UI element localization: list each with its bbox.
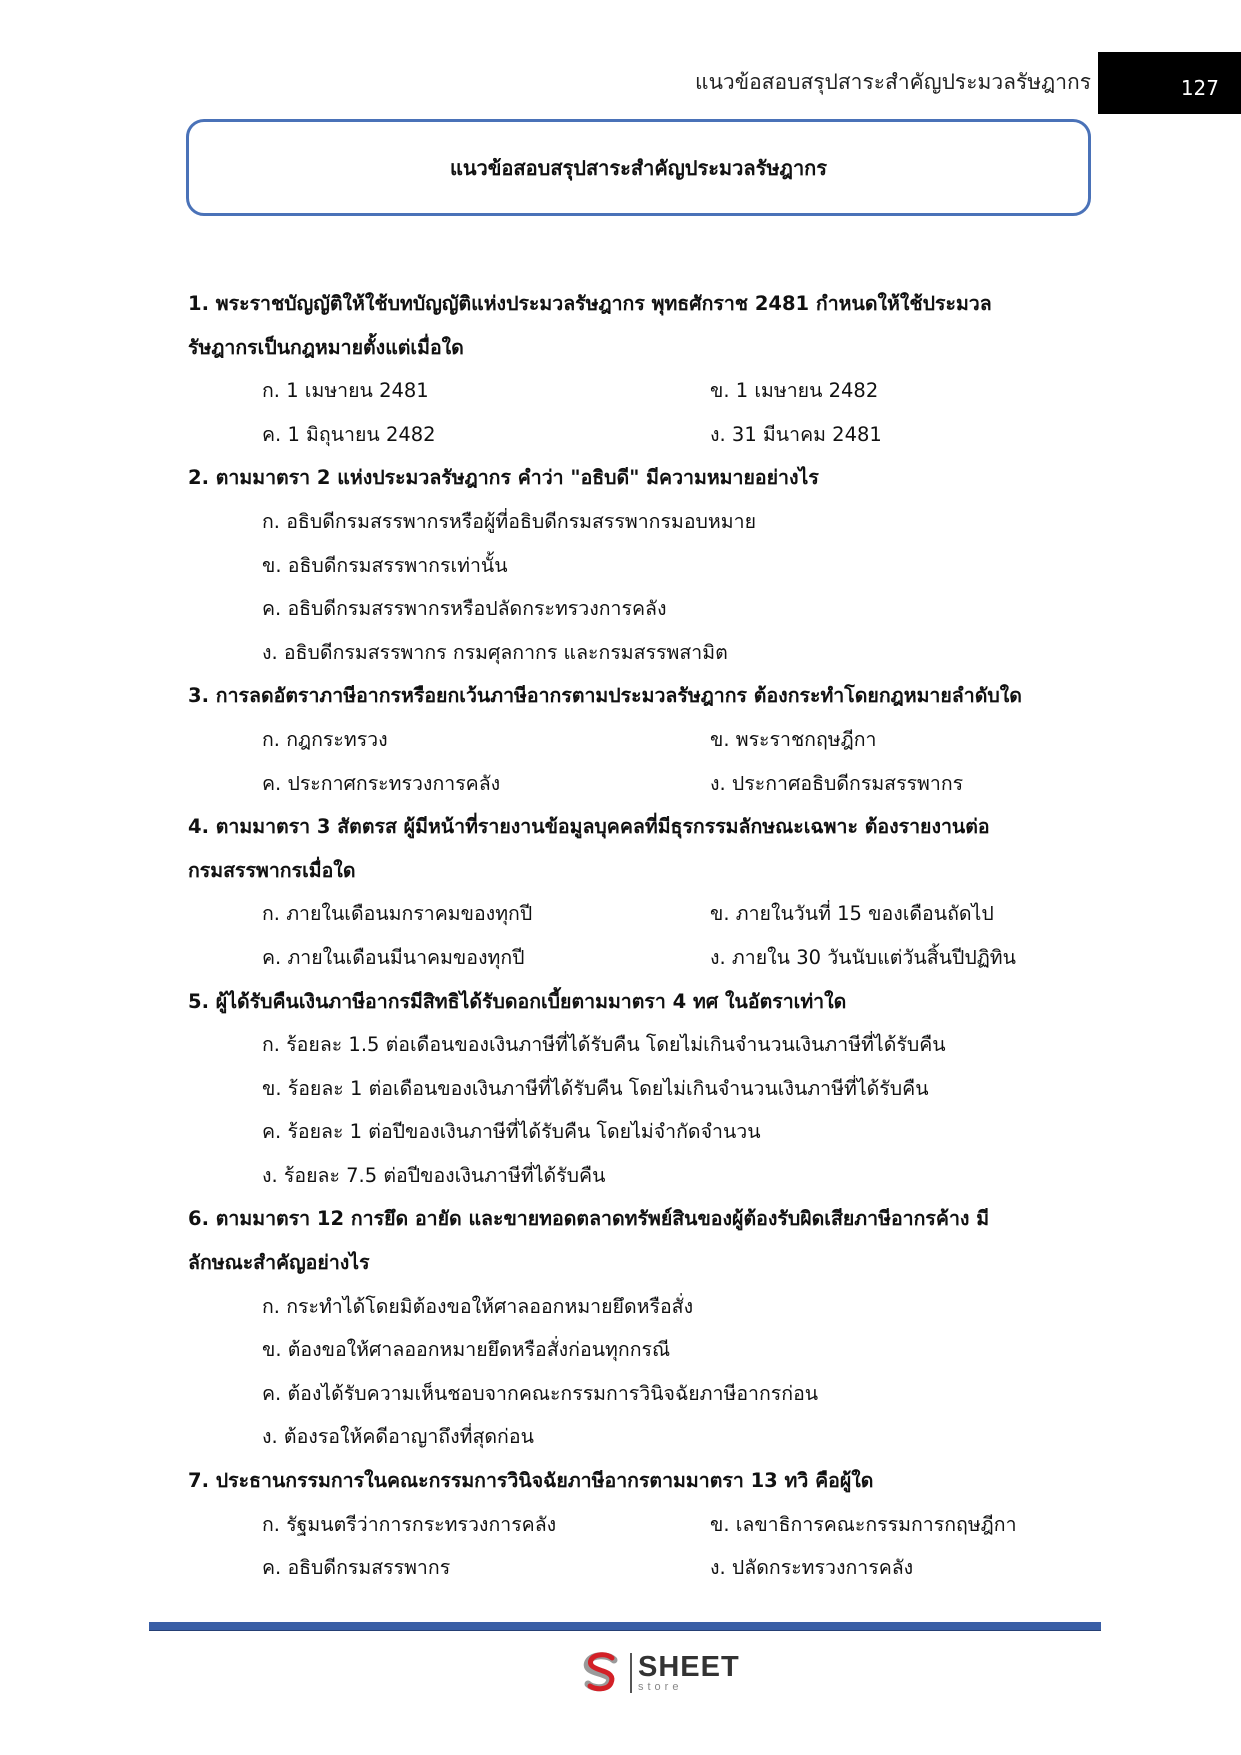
answer-option: ก. กระทำได้โดยมิต้องขอให้ศาลออกหมายยึดหรือสั่ง [262, 1294, 694, 1318]
sheet-store-logo [578, 1650, 740, 1696]
answer-option: ข. ต้องขอให้ศาลออกหมายยึดหรือสั่งก่อนทุกกรณี [262, 1338, 671, 1362]
question-text: 4. ตามมาตรา 3 สัตตรส ผู้มีหน้าที่รายงานข้อมูลบุคคลที่มีธุรกรรมลักษณะเฉพาะ ต้องรายงานต่อ [188, 815, 990, 839]
answer-option: ค. ต้องได้รับความเห็นชอบจากคณะกรรมการวินิจฉัยภาษีอากรก่อน [262, 1381, 819, 1405]
question-list [188, 282, 1098, 1590]
answer-option: ข. 1 เมษายน 2482 [710, 379, 879, 403]
answer-option: ค. ภายในเดือนมีนาคมของทุกปี [262, 945, 525, 969]
logo-text: SHEET [638, 1651, 740, 1683]
answer-option: ค. ร้อยละ 1 ต่อปีของเงินภาษีที่ได้รับคืน โดยไม่จำกัดจำนวน [262, 1120, 761, 1144]
question-text: ลักษณะสำคัญอย่างไร [188, 1251, 370, 1275]
page-number: 127 [1180, 76, 1219, 100]
answer-option: ข. เลขาธิการคณะกรรมการกฤษฎีกา [710, 1512, 1017, 1536]
answer-option: ค. อธิบดีกรมสรรพากรหรือปลัดกระทรวงการคลัง [262, 597, 667, 621]
answer-option: ข. ร้อยละ 1 ต่อเดือนของเงินภาษีที่ได้รับคืน โดยไม่เกินจำนวนเงินภาษีที่ได้รับคืน [262, 1076, 929, 1100]
question-text: รัษฎากรเป็นกฎหมายตั้งแต่เมื่อใด [188, 335, 464, 359]
answer-option: ข. ภายในวันที่ 15 ของเดือนถัดไป [710, 902, 994, 926]
answer-option: ง. ร้อยละ 7.5 ต่อปีของเงินภาษีที่ได้รับคืน [262, 1163, 606, 1187]
running-header-title: แนวข้อสอบสรุปสาระสำคัญประมวลรัษฎากร [695, 70, 1091, 94]
answer-option: ก. 1 เมษายน 2481 [262, 379, 429, 403]
question-text: กรมสรรพากรเมื่อใด [188, 858, 356, 882]
footer-divider [149, 1622, 1101, 1631]
question-text: 3. การลดอัตราภาษีอากรหรือยกเว้นภาษีอากรตามประมวลรัษฎากร ต้องกระทำโดยกฎหมายลำดับใด [188, 684, 1022, 708]
question-text: 2. ตามมาตรา 2 แห่งประมวลรัษฎากร คำว่า "อธิบดี" มีความหมายอย่างไร [188, 466, 819, 490]
answer-option: ง. ภายใน 30 วันนับแต่วันสิ้นปีปฏิทิน [710, 945, 1016, 969]
question-block [188, 1459, 1098, 1590]
logo-subtext: store [638, 1681, 683, 1693]
page-number-box [1098, 52, 1241, 114]
question-text: 1. พระราชบัญญัติให้ใช้บทบัญญัติแห่งประมวลรัษฎากร พุทธศักราช 2481 กำหนดให้ใช้ประมวล [188, 292, 992, 315]
answer-option: ง. ประกาศอธิบดีกรมสรรพากร [710, 771, 964, 795]
answer-option: ก. อธิบดีกรมสรรพากรหรือผู้ที่อธิบดีกรมสรรพากรมอบหมาย [262, 509, 756, 533]
question-block [188, 980, 1098, 1198]
question-block [188, 282, 1098, 456]
answer-option: ก. ภายในเดือนมกราคมของทุกปี [262, 902, 533, 926]
answer-option: ก. ร้อยละ 1.5 ต่อเดือนของเงินภาษีที่ได้รับคืน โดยไม่เกินจำนวนเงินภาษีที่ได้รับคืน [262, 1033, 946, 1057]
question-text: 5. ผู้ได้รับคืนเงินภาษีอากรมีสิทธิได้รับดอกเบี้ยตามมาตรา 4 ทศ ในอัตราเท่าใด [188, 989, 847, 1013]
logo-separator [630, 1653, 632, 1693]
answer-option: ค. 1 มิถุนายน 2482 [262, 422, 436, 446]
answer-option: ค. ประกาศกระทรวงการคลัง [262, 771, 501, 795]
answer-option: ง. 31 มีนาคม 2481 [710, 422, 882, 446]
question-text: 6. ตามมาตรา 12 การยึด อายัด และขายทอดตลาดทรัพย์สินของผู้ต้องรับผิดเสียภาษีอากรค้าง มี [188, 1207, 990, 1231]
question-block [188, 805, 1098, 979]
answer-option: ข. อธิบดีกรมสรรพากรเท่านั้น [262, 553, 508, 577]
answer-option: ข. พระราชกฤษฎีกา [710, 727, 877, 751]
sheet-logo-icon [578, 1650, 624, 1696]
question-block [188, 1197, 1098, 1459]
question-text: 7. ประธานกรรมการในคณะกรรมการวินิจฉัยภาษีอากรตามมาตรา 13 ทวิ คือผู้ใด [188, 1469, 874, 1493]
answer-option: ก. รัฐมนตรีว่าการกระทรวงการคลัง [262, 1512, 557, 1536]
question-block [188, 674, 1098, 805]
answer-option: ง. ปลัดกระทรวงการคลัง [710, 1556, 914, 1580]
answer-option: ก. กฎกระทรวง [262, 727, 388, 751]
page-title: แนวข้อสอบสรุปสาระสำคัญประมวลรัษฎากร [449, 155, 828, 180]
answer-option: ง. อธิบดีกรมสรรพากร กรมศุลกากร และกรมสรรพสามิต [262, 640, 728, 664]
answer-option: ง. ต้องรอให้คดีอาญาถึงที่สุดก่อน [262, 1425, 534, 1449]
question-block [188, 456, 1098, 674]
answer-option: ค. อธิบดีกรมสรรพากร [262, 1556, 451, 1580]
title-box [186, 119, 1091, 216]
